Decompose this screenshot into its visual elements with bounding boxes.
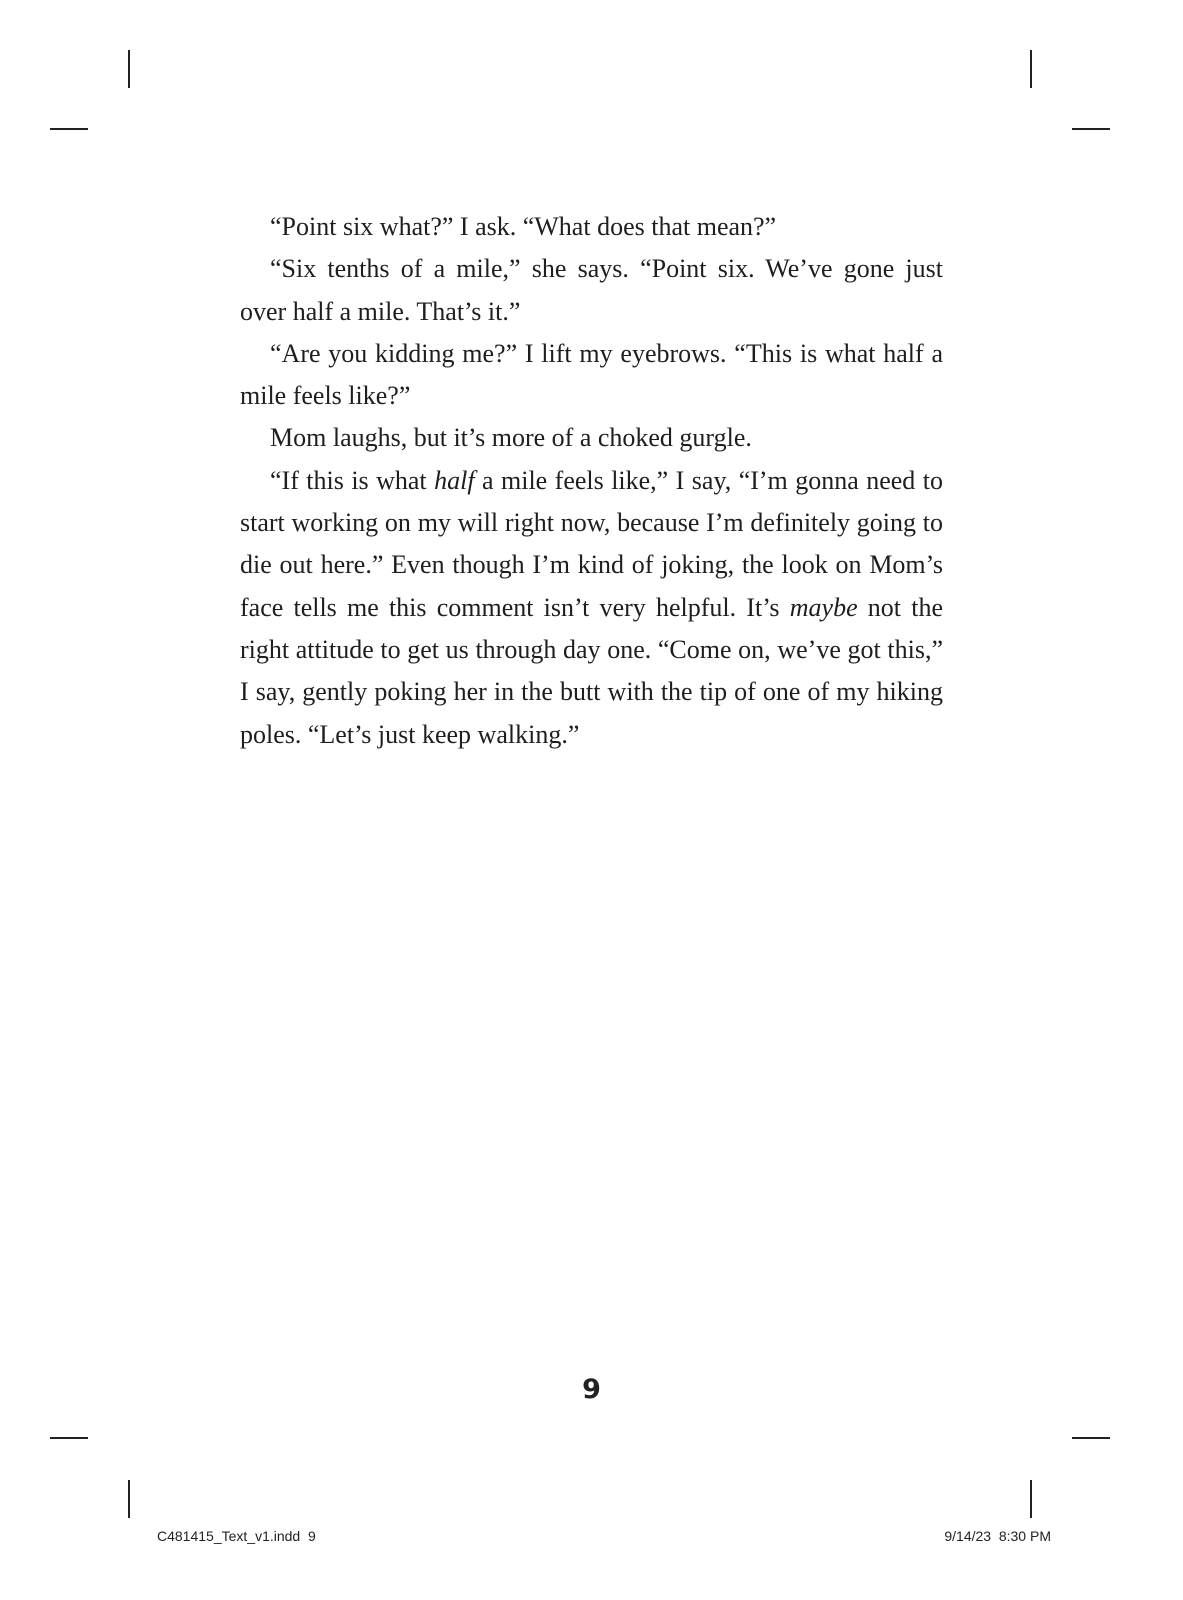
paragraph	[240, 248, 943, 333]
italic-text: half	[434, 465, 475, 495]
text-run: Mom laughs, but it’s more of a choked gurgle.	[270, 423, 752, 453]
paragraph	[240, 460, 943, 756]
crop-mark-right-upper	[1072, 128, 1110, 130]
text-run: “Six tenths of a mile,” she says. “Point six. We’ve gone just over half a mile. That’s it.”	[240, 254, 943, 326]
slug-datetime: 9/14/23 8:30 PM	[944, 1528, 1051, 1544]
paragraph	[240, 206, 943, 248]
crop-mark-left-upper	[50, 128, 88, 130]
crop-mark-right-lower	[1072, 1437, 1110, 1439]
text-run: “Are you kidding me?” I lift my eyebrows. “This is what half a mile feels like?”	[240, 338, 943, 411]
crop-mark-bottom-left	[128, 1480, 130, 1518]
text-run: not the right attitude to get us through day one. “Come on, we’ve got this,” I say, gently poking her in the butt with the tip of one of my hiking poles. “Let’s just keep walking.”	[240, 592, 943, 749]
page-number: 9	[582, 1374, 601, 1405]
text-run: “Point six what?” I ask. “What does that mean?”	[270, 212, 777, 241]
crop-mark-top-right	[1030, 50, 1032, 88]
crop-mark-top-left	[128, 50, 130, 88]
text-run: “If this is what	[270, 465, 435, 495]
italic-text: maybe	[789, 592, 858, 622]
slug-file-name: C481415_Text_v1.indd 9	[157, 1528, 316, 1544]
body-text	[240, 206, 943, 756]
text-run: a mile feels like,” I say, “I’m gonna need to start working on my will right now, because I’m definitely going to die out here.” Even though I’m kind of joking, the look on Mom’s face tells me this comment isn’t very helpful. It’s	[240, 465, 943, 622]
crop-mark-left-lower	[50, 1437, 88, 1439]
crop-mark-bottom-right	[1030, 1480, 1032, 1518]
paragraph	[240, 333, 943, 418]
paragraph	[240, 417, 943, 459]
